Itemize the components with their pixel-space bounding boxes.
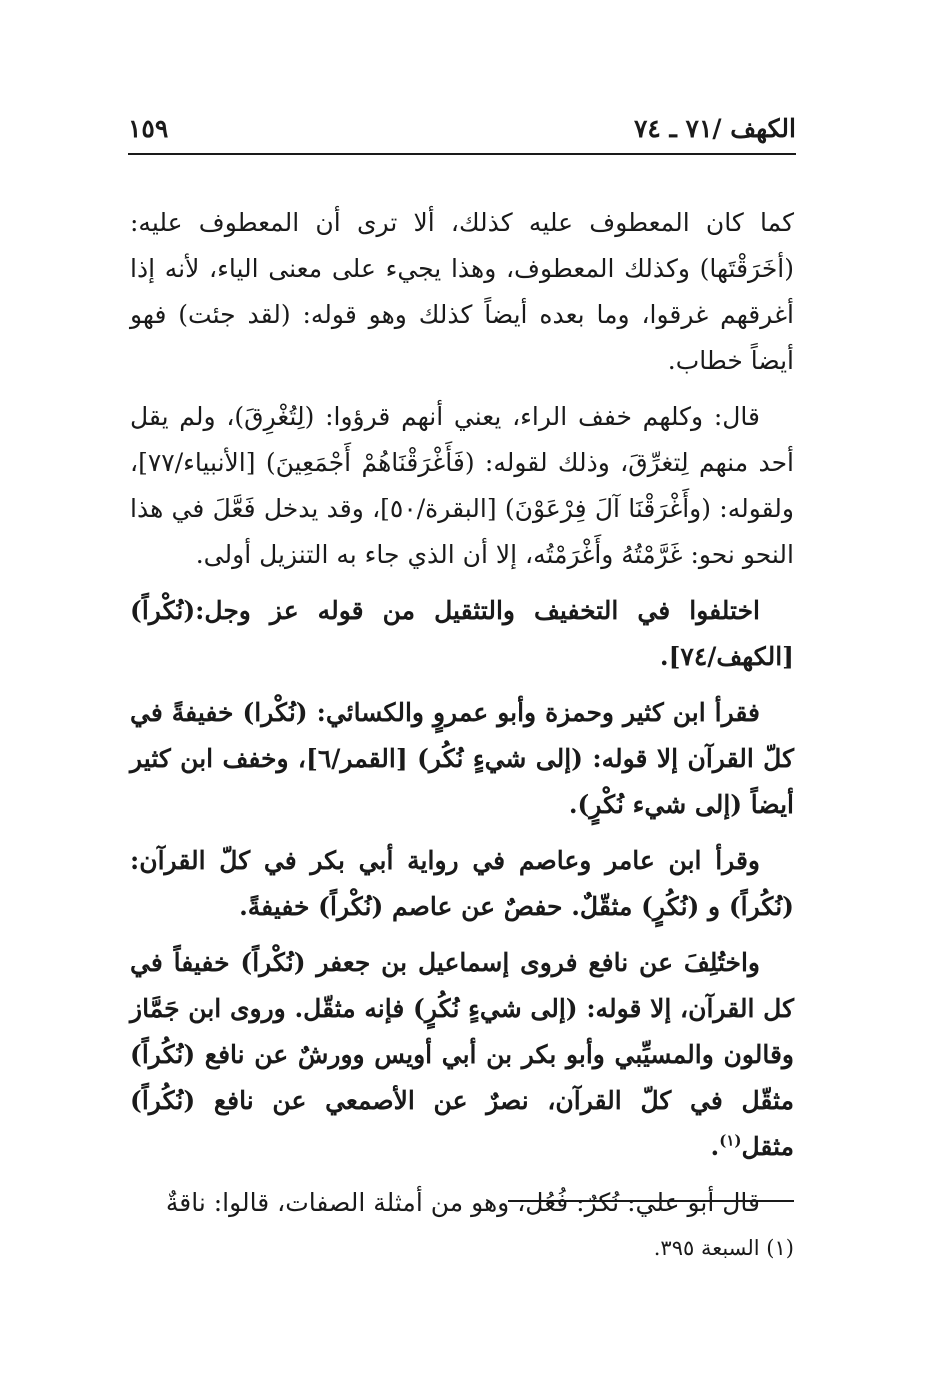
footnote [300,1232,794,1264]
header-rule [128,153,796,155]
paragraph-3-text: فقرأ ابن كثير وحمزة وأبو عمروٍ والكسائي: (نُكْرا) خفيفةً في كلّ القرآن إلا قوله: (إلى شيءٍ نُكُر) [القمر/٦]، وخفف ابن كثير أيضاً (إلى شيء نُكْرٍ). [130,698,794,819]
paragraph-5-text: واختُلِفَ عن نافع فروى إسماعيل بن جعفر (نُكْراً) خفيفاً في كل القرآن، إلا قوله: (إلى شيءٍ نُكُرٍ) فإنه مثقّل. وروى ابن جَمَّاز وقالون والمسيِّبي وأبو بكر بن أبي أويس وورشٌ عن نافع (نُكُراً) مثقّل في كلّ القرآن، نصرٌ عن الأصمعي عن نافع (نُكُراً) مثقل [130,948,794,1161]
section-heading-text: اختلفوا في التخفيف والتثقيل من قوله عز وجل:(نُكْراً) [الكهف/٧٤]. [130,596,794,671]
paragraph-1 [130,200,794,384]
paragraph-5 [130,940,794,1170]
paragraph-2 [130,394,794,578]
paragraph-2-text: قال: وكلهم خفف الراء، يعني أنهم قرؤوا: (لِتُغْرِقَ)، ولم يقل أحد منهم لِتغرِّقَ، وذلك لقوله: (فَأَغْرَقْنَاهُمْ أَجْمَعِينَ) [الأنبياء/٧٧]، ولقوله: (وأَغْرَقْنَا آلَ فِرْعَوْنَ) [البقرة/٥٠]، وقد يدخل فَعَّلَ في هذا النحو نحو: غَرَّمْتُهُ وأَغْرَمْتُه، إلا أن الذي جاء به التنزيل أولى. [130,402,794,569]
running-title: الكهف /٧١ ـ ٧٤ [633,114,796,143]
paragraph-6-text: قال أبو علي: نُكرٌ: فُعُل، وهو من أمثلة الصفات، قالوا: ناقةٌ [165,1188,760,1217]
section-heading [130,588,794,680]
paragraph-4-text: وقرأ ابن عامر وعاصم في رواية أبي بكر في كلّ القرآن: (نُكُراً) و (نُكُرٍ) مثقّلٌ. حفصٌ عن عاصم (نُكْراً) خفيفةً. [130,846,794,921]
paragraph-3 [130,690,794,828]
paragraph-4 [130,838,794,930]
page-header [128,108,796,152]
paragraph-1-text: كما كان المعطوف عليه كذلك، ألا ترى أن المعطوف عليه: (أخَرَقْتَها) وكذلك المعطوف، وهذا يجيء على معنى الياء، لأنه إذا أغرقهم غرقوا، وما بعده أيضاً كذلك وهو قوله: (لقد جئت) فهو أيضاً خطاب. [130,208,794,375]
page-number: ١٥٩ [128,114,169,143]
footnote-reference[interactable]: (١) [719,1131,742,1150]
paragraph-5-tail: . [710,1132,720,1161]
paragraph-6 [130,1180,794,1226]
footnote-text: (١) السبعة ٣٩٥. [653,1236,794,1260]
footnote-rule [508,1200,794,1202]
page-body [130,200,794,1236]
